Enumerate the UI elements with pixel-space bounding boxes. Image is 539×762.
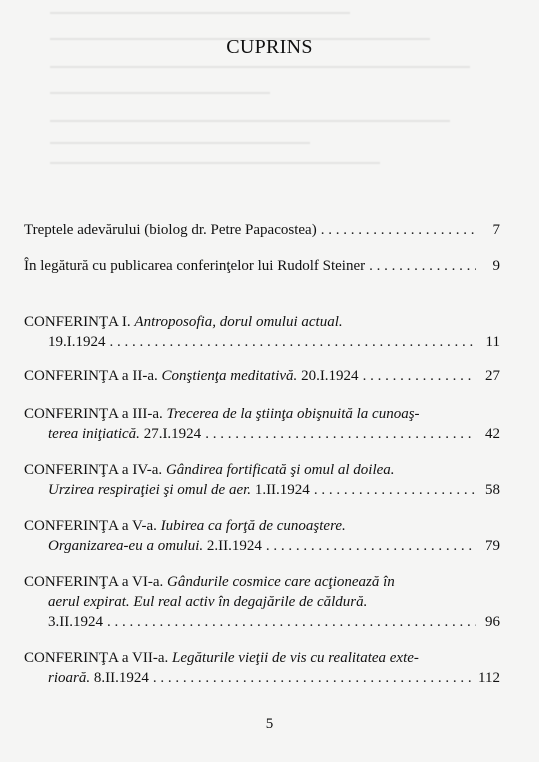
lecture-label: CONFERINŢA a V-a. — [24, 518, 157, 534]
lecture-label: CONFERINŢA a IV-a. — [24, 462, 163, 478]
lecture-title: Organizarea-eu a omului. — [48, 538, 204, 554]
page-reference: 11 — [485, 334, 500, 350]
dot-leader — [363, 366, 476, 386]
lecture-date: 19.I.1924 — [48, 334, 106, 350]
toc-entry — [24, 366, 500, 386]
lecture-title: Conştienţa meditativă. — [161, 368, 298, 384]
toc-entry-first-line — [24, 312, 500, 332]
toc-entry-text — [48, 332, 106, 352]
dot-leader — [205, 424, 476, 444]
dot-leader — [266, 536, 476, 556]
lecture-label: CONFERINŢA a III-a. — [24, 406, 163, 422]
entry-title: Treptele adevărului (biolog dr. Petre Papacostea) — [24, 222, 317, 238]
lecture-date: 20.I.1924 — [301, 368, 359, 384]
toc-entry — [24, 404, 500, 444]
lecture-label: CONFERINŢA a II-a. — [24, 368, 158, 384]
page-title: CUPRINS — [226, 36, 313, 58]
toc-entry-continuation-line — [24, 332, 500, 352]
toc-entry-text — [48, 592, 367, 612]
toc-entry-text — [48, 612, 103, 632]
toc-entry-first-line — [24, 516, 500, 536]
lecture-title: Antroposofia, dorul omului actual. — [134, 314, 343, 330]
page-reference: 42 — [485, 426, 500, 442]
toc-entry-text — [24, 648, 419, 668]
toc-entry — [24, 312, 500, 352]
toc-entry — [24, 460, 500, 500]
lecture-title: Iubirea ca forţă de cunoaştere. — [160, 518, 346, 534]
toc-entry-text — [48, 668, 149, 688]
lecture-date: 8.II.1924 — [93, 670, 149, 686]
dot-leader — [369, 256, 476, 276]
toc-entry-first-line — [24, 404, 500, 424]
toc-entry-text — [24, 404, 420, 424]
lecture-date: 1.II.1924 — [254, 482, 310, 498]
toc-entry-continuation-line — [24, 480, 500, 500]
toc-entry-continuation-line — [24, 424, 500, 444]
lecture-title: Trecerea de la ştiinţa obişnuită la cunoaş- — [166, 406, 420, 422]
lecture-date: 27.I.1924 — [143, 426, 202, 442]
toc-entry — [24, 256, 500, 276]
toc-entry-text — [24, 572, 395, 592]
toc-entry — [24, 572, 500, 632]
lecture-title: Legăturile vieţii de vis cu realitatea exte- — [172, 650, 419, 666]
toc-entry-first-line — [24, 366, 500, 386]
toc-entry-text — [48, 424, 201, 444]
lecture-title: rioară. — [48, 670, 91, 686]
toc-entry-first-line — [24, 648, 500, 668]
page-reference: 9 — [492, 258, 500, 274]
toc-entry-text — [48, 480, 310, 500]
dot-leader — [107, 612, 476, 632]
toc-entry-first-line — [24, 220, 500, 240]
lecture-title: aerul expirat. Eul real activ în degajările de căldură. — [48, 594, 368, 610]
toc-entry-text — [24, 220, 317, 240]
dot-leader — [321, 220, 476, 240]
toc-entry-first-line — [24, 256, 500, 276]
lecture-label: CONFERINŢA I. — [24, 314, 131, 330]
toc-entry-first-line — [24, 460, 500, 480]
toc-entry-continuation-line — [24, 668, 500, 688]
page-number: 5 — [265, 716, 274, 732]
toc-entry-continuation-line — [24, 612, 500, 632]
page-reference: 7 — [492, 222, 500, 238]
page-reference: 27 — [485, 368, 500, 384]
lecture-date: 3.II.1924 — [48, 614, 103, 630]
lecture-title: Gândirea fortificată şi omul al doilea. — [165, 462, 395, 478]
toc-entry-continuation-line — [24, 592, 500, 612]
toc-entry-continuation-line — [24, 536, 500, 556]
show-through-text — [40, 8, 510, 168]
entry-title: În legătură cu publicarea conferinţelor lui Rudolf Steiner — [24, 258, 366, 274]
toc-entry-first-line — [24, 572, 500, 592]
lecture-label: CONFERINŢA a VII-a. — [24, 650, 169, 666]
lecture-title: Gândurile cosmice care acţionează în — [167, 574, 395, 590]
page-reference: 96 — [485, 614, 500, 630]
toc-entry — [24, 648, 500, 688]
lecture-label: CONFERINŢA a VI-a. — [24, 574, 164, 590]
toc-entry-text — [24, 312, 343, 332]
toc-entry — [24, 516, 500, 556]
toc-entry-text — [48, 536, 262, 556]
dot-leader — [110, 332, 477, 352]
lecture-title: Urzirea respiraţiei şi omul de aer. — [48, 482, 252, 498]
toc-entry-text — [24, 256, 365, 276]
page-reference: 112 — [478, 670, 500, 686]
dot-leader — [153, 668, 474, 688]
toc-entry-text — [24, 516, 346, 536]
lecture-title: terea iniţiatică. — [48, 426, 140, 442]
lecture-date: 2.II.1924 — [206, 538, 262, 554]
page-reference: 79 — [485, 538, 500, 554]
dot-leader — [314, 480, 476, 500]
toc-entry-text — [24, 366, 359, 386]
toc-entry-text — [24, 460, 395, 480]
page-reference: 58 — [485, 482, 500, 498]
toc-entry — [24, 220, 500, 240]
